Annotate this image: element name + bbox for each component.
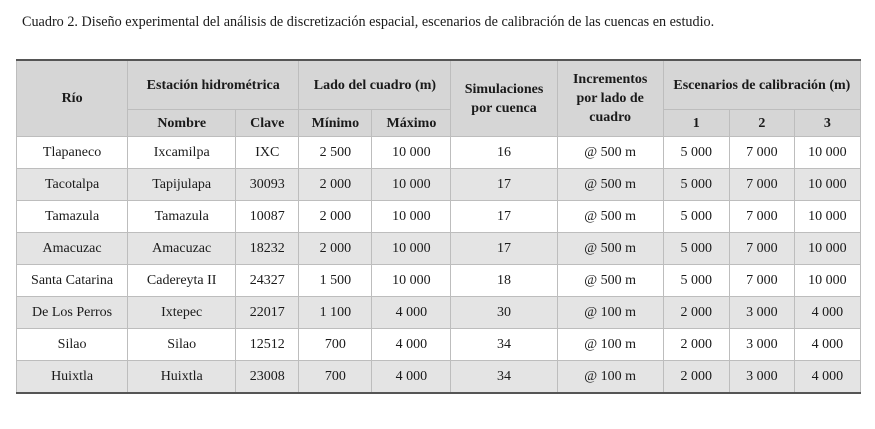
cell-minimo: 700 <box>299 361 372 394</box>
table-row <box>17 137 861 169</box>
cell-maximo: 4 000 <box>372 329 451 361</box>
cell-incremento: @ 100 m <box>557 329 663 361</box>
cell-rio: Silao <box>17 329 128 361</box>
header-escenario-2: 2 <box>729 110 794 137</box>
cell-minimo: 2 000 <box>299 201 372 233</box>
cell-minimo: 2 000 <box>299 169 372 201</box>
header-estacion: Estación hidrométrica <box>128 60 299 110</box>
cell-rio: Huixtla <box>17 361 128 394</box>
cell-simulaciones: 17 <box>451 233 557 265</box>
cell-incremento: @ 500 m <box>557 265 663 297</box>
cell-nombre: Ixtepec <box>128 297 236 329</box>
cell-rio: De Los Perros <box>17 297 128 329</box>
cell-minimo: 700 <box>299 329 372 361</box>
table-row <box>17 265 861 297</box>
header-nombre: Nombre <box>128 110 236 137</box>
header-escenario-1: 1 <box>663 110 729 137</box>
cell-simulaciones: 34 <box>451 361 557 394</box>
cell-escenario-2: 7 000 <box>729 169 794 201</box>
cell-maximo: 10 000 <box>372 233 451 265</box>
cell-escenario-1: 5 000 <box>663 265 729 297</box>
cell-minimo: 2 500 <box>299 137 372 169</box>
cell-clave: 24327 <box>236 265 299 297</box>
cell-maximo: 10 000 <box>372 137 451 169</box>
cell-maximo: 10 000 <box>372 169 451 201</box>
cell-escenario-3: 10 000 <box>794 169 860 201</box>
cell-escenario-3: 10 000 <box>794 201 860 233</box>
cell-escenario-1: 2 000 <box>663 361 729 394</box>
header-rio: Río <box>17 60 128 137</box>
cell-nombre: Cadereyta II <box>128 265 236 297</box>
cell-escenario-3: 4 000 <box>794 297 860 329</box>
cell-maximo: 10 000 <box>372 201 451 233</box>
cell-maximo: 10 000 <box>372 265 451 297</box>
cell-escenario-1: 5 000 <box>663 201 729 233</box>
cell-nombre: Tapijulapa <box>128 169 236 201</box>
header-lado: Lado del cuadro (m) <box>299 60 451 110</box>
cell-clave: 23008 <box>236 361 299 394</box>
cell-escenario-1: 2 000 <box>663 329 729 361</box>
cell-incremento: @ 100 m <box>557 361 663 394</box>
cell-clave: 18232 <box>236 233 299 265</box>
cell-maximo: 4 000 <box>372 297 451 329</box>
cell-nombre: Amacuzac <box>128 233 236 265</box>
cell-clave: 22017 <box>236 297 299 329</box>
cell-maximo: 4 000 <box>372 361 451 394</box>
cell-escenario-2: 7 000 <box>729 137 794 169</box>
cell-incremento: @ 500 m <box>557 137 663 169</box>
header-minimo: Mínimo <box>299 110 372 137</box>
cell-rio: Tlapaneco <box>17 137 128 169</box>
cell-nombre: Ixcamilpa <box>128 137 236 169</box>
cell-escenario-3: 4 000 <box>794 361 860 394</box>
cell-simulaciones: 17 <box>451 169 557 201</box>
cell-rio: Santa Catarina <box>17 265 128 297</box>
header-escenario-3: 3 <box>794 110 860 137</box>
cell-minimo: 1 500 <box>299 265 372 297</box>
cell-clave: 12512 <box>236 329 299 361</box>
cell-incremento: @ 500 m <box>557 233 663 265</box>
table-row <box>17 201 861 233</box>
table-row <box>17 329 861 361</box>
table-caption: Cuadro 2. Diseño experimental del análisis de discretización espacial, escenarios de calibración de las cuencas en estudio. <box>22 14 715 30</box>
cell-escenario-2: 7 000 <box>729 201 794 233</box>
cell-simulaciones: 30 <box>451 297 557 329</box>
cell-escenario-2: 7 000 <box>729 265 794 297</box>
cell-nombre: Huixtla <box>128 361 236 394</box>
cell-rio: Tacotalpa <box>17 169 128 201</box>
table-row <box>17 361 861 394</box>
cell-escenario-1: 2 000 <box>663 297 729 329</box>
cell-escenario-3: 10 000 <box>794 265 860 297</box>
cell-nombre: Silao <box>128 329 236 361</box>
cell-escenario-2: 7 000 <box>729 233 794 265</box>
cell-escenario-3: 10 000 <box>794 137 860 169</box>
cell-simulaciones: 16 <box>451 137 557 169</box>
cell-simulaciones: 17 <box>451 201 557 233</box>
cell-escenario-1: 5 000 <box>663 233 729 265</box>
cell-incremento: @ 500 m <box>557 201 663 233</box>
cell-incremento: @ 100 m <box>557 297 663 329</box>
table-row <box>17 297 861 329</box>
cell-escenario-1: 5 000 <box>663 169 729 201</box>
table-body <box>17 137 861 394</box>
header-incrementos: Incrementos por lado de cuadro <box>557 60 663 137</box>
cell-escenario-2: 3 000 <box>729 329 794 361</box>
cell-simulaciones: 34 <box>451 329 557 361</box>
table-row <box>17 233 861 265</box>
cell-escenario-2: 3 000 <box>729 361 794 394</box>
calibration-table <box>16 59 861 394</box>
cell-nombre: Tamazula <box>128 201 236 233</box>
cell-escenario-3: 4 000 <box>794 329 860 361</box>
cell-clave: 30093 <box>236 169 299 201</box>
header-escenarios: Escenarios de calibración (m) <box>663 60 860 110</box>
cell-clave: 10087 <box>236 201 299 233</box>
cell-rio: Tamazula <box>17 201 128 233</box>
cell-minimo: 2 000 <box>299 233 372 265</box>
cell-escenario-1: 5 000 <box>663 137 729 169</box>
cell-escenario-3: 10 000 <box>794 233 860 265</box>
cell-rio: Amacuzac <box>17 233 128 265</box>
cell-escenario-2: 3 000 <box>729 297 794 329</box>
header-simulaciones: Simulaciones por cuenca <box>451 60 557 137</box>
header-maximo: Máximo <box>372 110 451 137</box>
table-row <box>17 169 861 201</box>
cell-minimo: 1 100 <box>299 297 372 329</box>
cell-clave: IXC <box>236 137 299 169</box>
header-clave: Clave <box>236 110 299 137</box>
cell-incremento: @ 500 m <box>557 169 663 201</box>
cell-simulaciones: 18 <box>451 265 557 297</box>
